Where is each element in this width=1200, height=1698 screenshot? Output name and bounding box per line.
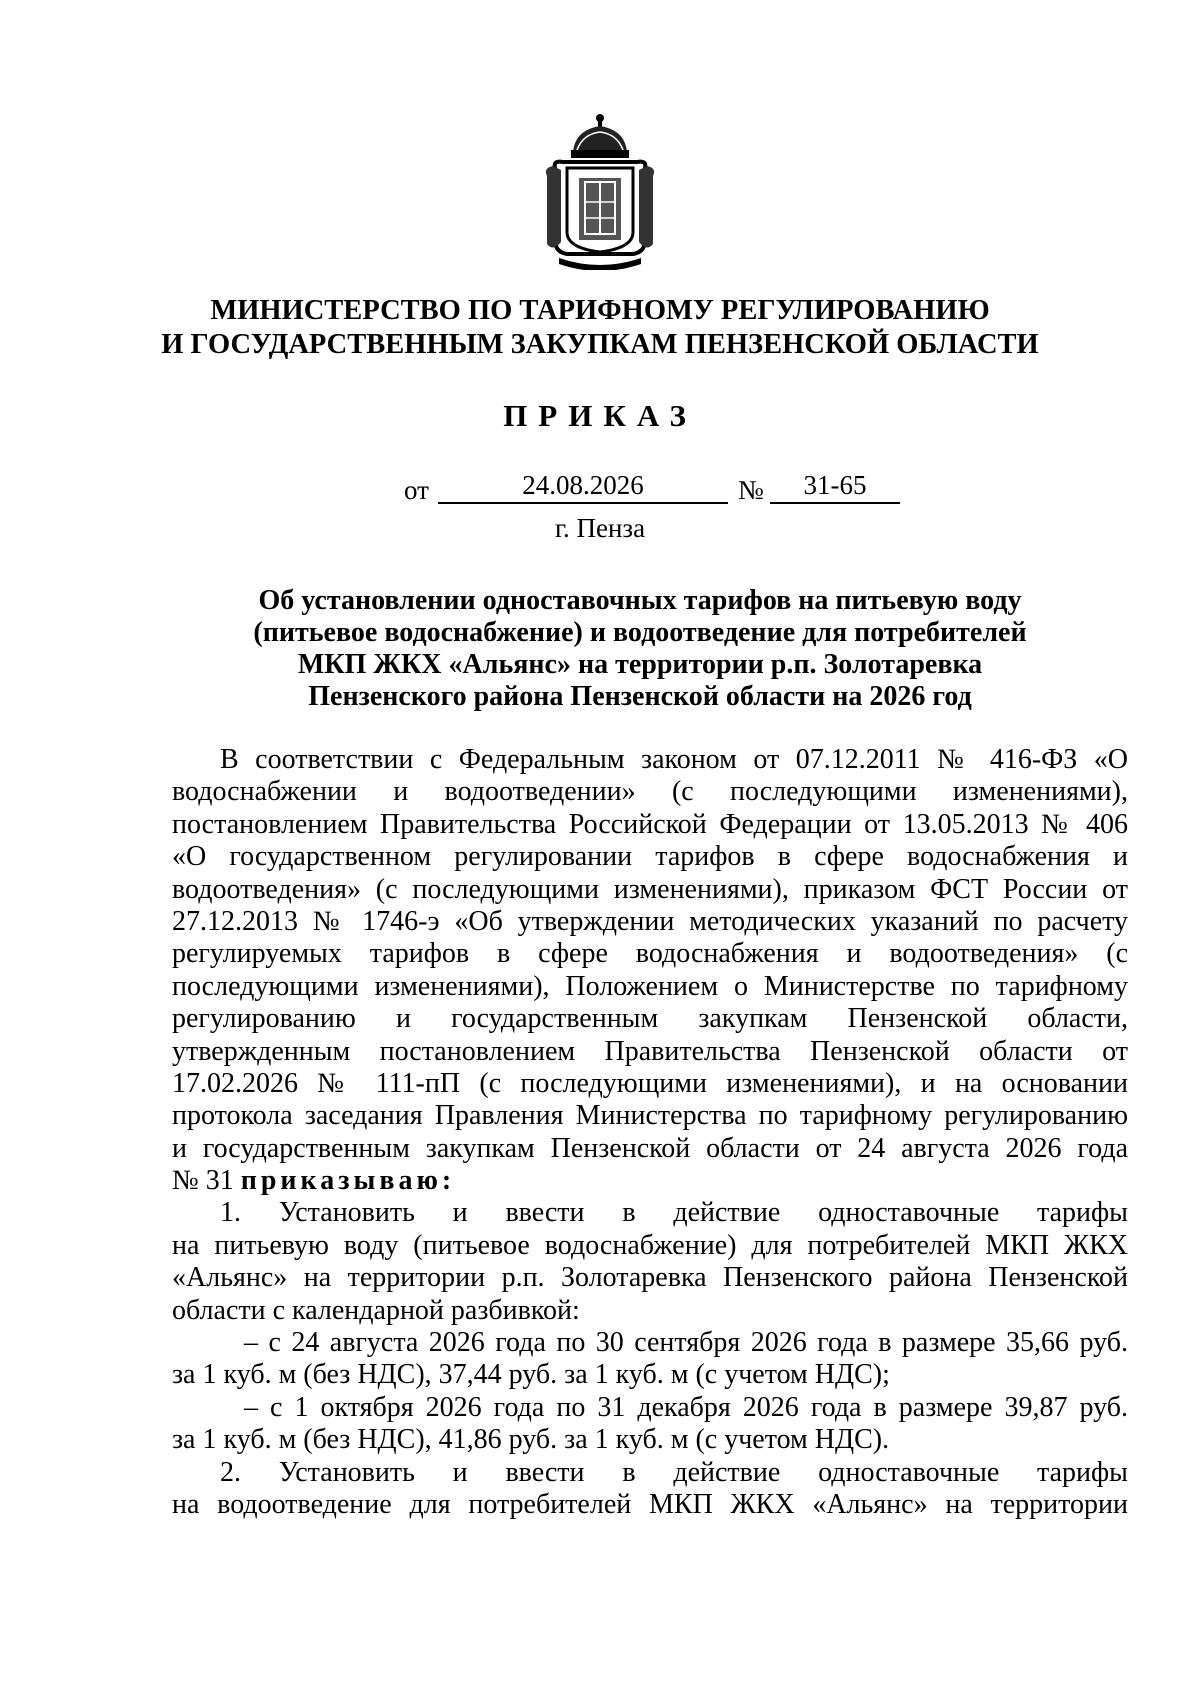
title-line: (питьевое водоснабжение) и водоотведение для потребителей — [253, 617, 1027, 648]
title-line: Об установлении одноставочных тарифов на питьевую воду — [258, 585, 1022, 616]
number-prefix: № — [738, 475, 764, 505]
order-date: 24.08.2026 — [438, 470, 728, 504]
body-line: 27.12.2013 № 1746-э «Об утверждении методических указаний по расчету — [172, 905, 1128, 937]
document-title — [200, 585, 1080, 713]
order-keyword: приказываю: — [240, 1165, 456, 1197]
city-label: г. Пенза — [554, 513, 646, 543]
body-line: утвержденным постановлением Правительства Пензенской области от — [172, 1035, 1128, 1067]
tariff-period-2-line: за 1 куб. м (без НДС), 41,86 руб. за 1 куб. м (с учетом НДС). — [172, 1424, 890, 1456]
protocol-number: № 31 — [172, 1165, 234, 1197]
tariff-period-1-line: за 1 куб. м (без НДС), 37,44 руб. за 1 куб. м (с учетом НДС); — [172, 1359, 890, 1391]
body-line: водоотведения» (с последующими изменениями), приказом ФСТ России от — [172, 873, 1128, 905]
body-line — [172, 1165, 1128, 1197]
item-2-line: 2. Установить и ввести в действие одноставочные тарифы — [220, 1456, 1128, 1488]
body-line: водоснабжении и водоотведении» (с последующими изменениями), — [172, 776, 1128, 808]
date-prefix: от — [404, 475, 429, 505]
ministry-name-line2: И ГОСУДАРСТВЕННЫМ ЗАКУПКАМ ПЕНЗЕНСКОЙ ОБЛАСТИ — [161, 329, 1039, 360]
body-line: В соответствии с Федеральным законом от 07.12.2011 № 416-ФЗ «О — [220, 744, 1128, 775]
item-2-line: на водоотведение для потребителей МКП ЖКХ «Альянс» на территории — [172, 1488, 1128, 1520]
tariff-period-1-line: – с 24 августа 2026 года по 30 сентября 2026 года в размере 35,66 руб. — [244, 1327, 1128, 1359]
body-line: регулируемых тарифов в сфере водоснабжения и водоотведения» (с — [172, 938, 1128, 970]
item-1-line: области с календарной разбивкой: — [172, 1294, 580, 1326]
item-1-line: на питьевую воду (питьевое водоснабжение) для потребителей МКП ЖКХ — [172, 1229, 1128, 1261]
coat-of-arms-emblem — [543, 112, 657, 270]
item-1-line: «Альянс» на территории р.п. Золотаревка Пензенского района Пензенской — [172, 1262, 1128, 1294]
body-line: регулированию и государственным закупкам Пензенской области, — [172, 1003, 1128, 1035]
title-line: Пензенского района Пензенской области на 2026 год — [308, 681, 972, 712]
body-line: «О государственном регулировании тарифов в сфере водоснабжения и — [172, 841, 1128, 873]
ministry-name-line1: МИНИСТЕРСТВО ПО ТАРИФНОМУ РЕГУЛИРОВАНИЮ — [210, 295, 990, 326]
body-line: и государственным закупкам Пензенской области от 24 августа 2026 года — [172, 1132, 1128, 1164]
order-number: 31-65 — [770, 470, 900, 504]
body-line: протокола заседания Правления Министерства по тарифному регулированию — [172, 1100, 1128, 1132]
body-line: последующими изменениями), Положением о Министерстве по тарифному — [172, 970, 1128, 1002]
body-line: постановлением Правительства Российской Федерации от 13.05.2013 № 406 — [172, 808, 1128, 840]
tariff-period-2-line: – с 1 октября 2026 года по 31 декабря 2026 года в размере 39,87 руб. — [244, 1391, 1128, 1423]
item-1-line: 1. Установить и ввести в действие одноставочные тарифы — [220, 1197, 1128, 1229]
document-type-heading: ПРИКАЗ — [503, 398, 697, 433]
document-body — [172, 744, 1128, 1521]
title-line: МКП ЖКХ «Альянс» на территории р.п. Золотаревка — [297, 649, 983, 680]
body-line: 17.02.2026 № 111-пП (с последующими изменениями), и на основании — [172, 1067, 1128, 1099]
